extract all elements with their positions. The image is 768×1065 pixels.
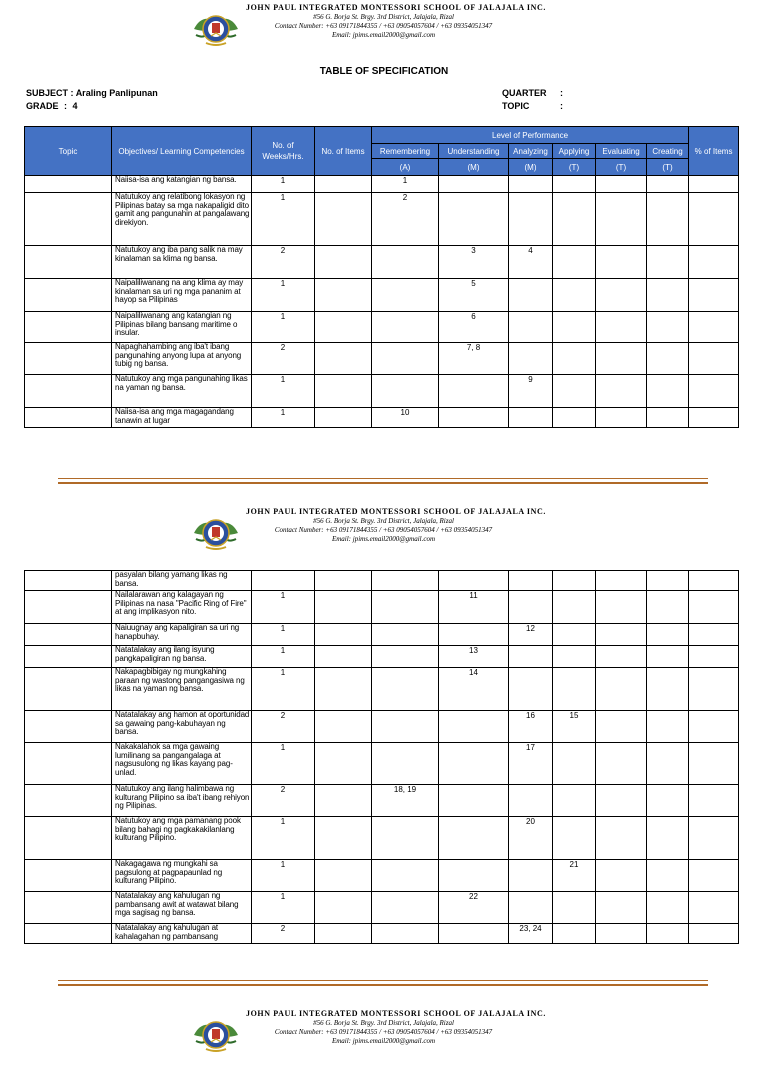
understanding-cell: 3 (439, 246, 509, 279)
percent-cell (689, 817, 739, 860)
percent-cell (689, 711, 739, 743)
percent-cell (689, 193, 739, 246)
weeks-cell: 1 (252, 408, 315, 428)
table-row (25, 924, 739, 944)
analyzing-cell: 23, 24 (509, 924, 553, 944)
evaluating-cell (596, 246, 647, 279)
creating-cell (647, 924, 689, 944)
weeks-cell (252, 571, 315, 591)
subject-label: SUBJECT : (26, 88, 74, 98)
school-seal-icon (192, 1015, 240, 1055)
analyzing-cell (509, 892, 553, 924)
understanding-cell (439, 193, 509, 246)
objective-cell: Natutukoy ang mga pamanang pook bilang bahagi ng pagkakakilanlang kulturang Pilipino. (112, 817, 252, 860)
school-contact: Contact Number: +63 09171844355 / +63 09054057604 / +63 09354051347 (274, 1028, 493, 1036)
objective-cell: Nakakalahok sa mga gawaing lumilinang sa pangangalaga at nagsusulong ng likas kayang pag-unlad. (112, 743, 252, 785)
evaluating-cell (596, 176, 647, 193)
weeks-cell: 1 (252, 743, 315, 785)
topic-cell (25, 860, 112, 892)
analyzing-cell (509, 646, 553, 668)
items-cell (315, 860, 372, 892)
items-cell (315, 668, 372, 711)
objective-cell: Nakagagawa ng mungkahi sa pagsulong at pagpapaunlad ng kulturang Pilipino. (112, 860, 252, 892)
weeks-cell: 1 (252, 591, 315, 624)
school-address: #56 G. Borja St. Brgy. 3rd District, Jalajala, Rizal (313, 517, 454, 525)
evaluating-cell (596, 668, 647, 711)
evaluating-cell (596, 279, 647, 312)
objective-cell: Natutukoy ang iba pang salik na may kinalaman sa klima ng bansa. (112, 246, 252, 279)
understanding-cell: 13 (439, 646, 509, 668)
applying-cell (553, 646, 596, 668)
creating-cell (647, 176, 689, 193)
objective-cell: Natutukoy ang relatibong lokasyon ng Pilipinas batay sa mga nakapaligid dito gamit ang pangunahin at pangalawang direkiyon. (112, 193, 252, 246)
applying-cell: 15 (553, 711, 596, 743)
topic-cell (25, 193, 112, 246)
items-cell (315, 711, 372, 743)
percent-cell (689, 312, 739, 343)
topic-cell (25, 408, 112, 428)
objective-cell: Naipaliliwanang ang katangian ng Pilipinas bilang bansang maritime o insular. (112, 312, 252, 343)
objective-cell: Natatalakay ang hamon at oportunidad sa gawaing pang-kabuhayan ng bansa. (112, 711, 252, 743)
applying-cell (553, 924, 596, 944)
topic-cell (25, 279, 112, 312)
percent-cell (689, 668, 739, 711)
percent-cell (689, 246, 739, 279)
analyzing-cell (509, 193, 553, 246)
creating-cell (647, 193, 689, 246)
school-contact: Contact Number: +63 09171844355 / +63 09054057604 / +63 09354051347 (274, 526, 493, 534)
remembering-cell: 18, 19 (372, 785, 439, 817)
objective-cell: Naiisa-isa ang katangian ng bansa. (112, 176, 252, 193)
topic-cell (25, 743, 112, 785)
weeks-cell: 1 (252, 860, 315, 892)
table-row (25, 860, 739, 892)
creating-cell (647, 279, 689, 312)
weeks-cell: 1 (252, 892, 315, 924)
table-row (25, 624, 739, 646)
remembering-cell: 10 (372, 408, 439, 428)
percent-cell (689, 408, 739, 428)
weeks-cell: 1 (252, 375, 315, 408)
understanding-cell (439, 785, 509, 817)
understanding-cell (439, 408, 509, 428)
applying-cell (553, 375, 596, 408)
percent-cell (689, 343, 739, 375)
grade-label: GRADE (26, 101, 59, 111)
school-name: JOHN PAUL INTEGRATED MONTESSORI SCHOOL OF JALAJALA INC. (246, 1009, 547, 1018)
evaluating-cell (596, 624, 647, 646)
letterhead (0, 507, 768, 563)
school-email: Email: jpims.email2000@gmail.com (331, 1037, 436, 1045)
applying-cell (553, 624, 596, 646)
analyzing-cell (509, 860, 553, 892)
table-row (25, 343, 739, 375)
table-row (25, 646, 739, 668)
evaluating-cell (596, 924, 647, 944)
table-row (25, 312, 739, 343)
topic-cell (25, 375, 112, 408)
topic-cell (25, 892, 112, 924)
evaluating-cell (596, 591, 647, 624)
table-row (25, 892, 739, 924)
items-cell (315, 785, 372, 817)
level-header-analyzing: Analyzing (509, 144, 553, 159)
topic-cell (25, 591, 112, 624)
percent-cell (689, 743, 739, 785)
table-row (25, 743, 739, 785)
items-cell (315, 924, 372, 944)
analyzing-cell: 4 (509, 246, 553, 279)
school-seal-icon (192, 9, 240, 49)
items-cell (315, 246, 372, 279)
creating-cell (647, 571, 689, 591)
subject-value: Araling Panlipunan (75, 88, 158, 98)
school-name: JOHN PAUL INTEGRATED MONTESSORI SCHOOL OF JALAJALA INC. (246, 3, 547, 12)
objective-cell: pasyalan bilang yamang likas ng bansa. (112, 571, 252, 591)
items-cell (315, 312, 372, 343)
analyzing-cell (509, 785, 553, 817)
applying-cell (553, 571, 596, 591)
remembering-cell (372, 312, 439, 343)
items-cell (315, 817, 372, 860)
level-code-applying: (T) (553, 159, 596, 176)
remembering-cell (372, 343, 439, 375)
topic-cell (25, 246, 112, 279)
level-code-understanding: (M) (439, 159, 509, 176)
analyzing-cell (509, 408, 553, 428)
objective-cell: Napaghahambing ang iba't ibang pangunahing anyong lupa at anyong tubig ng bansa. (112, 343, 252, 375)
evaluating-cell (596, 408, 647, 428)
school-seal-icon (192, 513, 240, 553)
level-code-creating: (T) (647, 159, 689, 176)
table-row (25, 668, 739, 711)
objective-cell: Natatalakay ang ilang isyung pangkapaligiran ng bansa. (112, 646, 252, 668)
specification-table (24, 126, 739, 428)
analyzing-cell (509, 591, 553, 624)
creating-cell (647, 312, 689, 343)
percent-cell (689, 279, 739, 312)
remembering-cell (372, 624, 439, 646)
creating-cell (647, 246, 689, 279)
remembering-cell (372, 924, 439, 944)
understanding-cell (439, 176, 509, 193)
remembering-cell: 2 (372, 193, 439, 246)
items-cell (315, 892, 372, 924)
table-row (25, 817, 739, 860)
topic-cell (25, 312, 112, 343)
applying-cell (553, 408, 596, 428)
weeks-cell: 1 (252, 817, 315, 860)
quarter-label: QUARTER (502, 88, 547, 98)
weeks-cell: 1 (252, 193, 315, 246)
school-address: #56 G. Borja St. Brgy. 3rd District, Jalajala, Rizal (313, 13, 454, 21)
evaluating-cell (596, 711, 647, 743)
weeks-cell: 2 (252, 711, 315, 743)
grade-value: 4 (72, 101, 78, 111)
school-name: JOHN PAUL INTEGRATED MONTESSORI SCHOOL OF JALAJALA INC. (246, 507, 547, 516)
column-header-weeks: No. of Weeks/Hrs. (252, 127, 315, 176)
percent-cell (689, 860, 739, 892)
level-header-creating: Creating (647, 144, 689, 159)
applying-cell: 21 (553, 860, 596, 892)
objective-cell: Naiuugnay ang kapaligiran sa uri ng hanapbuhay. (112, 624, 252, 646)
understanding-cell (439, 624, 509, 646)
analyzing-cell: 17 (509, 743, 553, 785)
evaluating-cell (596, 892, 647, 924)
items-cell (315, 591, 372, 624)
applying-cell (553, 743, 596, 785)
page-divider (58, 478, 708, 484)
topic-cell (25, 924, 112, 944)
percent-cell (689, 624, 739, 646)
percent-cell (689, 892, 739, 924)
remembering-cell (372, 743, 439, 785)
understanding-cell (439, 817, 509, 860)
items-cell (315, 408, 372, 428)
evaluating-cell (596, 743, 647, 785)
creating-cell (647, 408, 689, 428)
applying-cell (553, 668, 596, 711)
table-row (25, 375, 739, 408)
creating-cell (647, 668, 689, 711)
table-row (25, 591, 739, 624)
creating-cell (647, 343, 689, 375)
table-row (25, 408, 739, 428)
weeks-cell: 1 (252, 312, 315, 343)
analyzing-cell: 12 (509, 624, 553, 646)
items-cell (315, 743, 372, 785)
level-header-remembering: Remembering (372, 144, 439, 159)
understanding-cell (439, 860, 509, 892)
topic-cell (25, 785, 112, 817)
applying-cell (553, 785, 596, 817)
items-cell (315, 193, 372, 246)
weeks-cell: 1 (252, 668, 315, 711)
column-header-percent: % of Items (689, 127, 739, 176)
level-code-remembering: (A) (372, 159, 439, 176)
analyzing-cell (509, 343, 553, 375)
remembering-cell (372, 817, 439, 860)
weeks-cell: 1 (252, 279, 315, 312)
letterhead (0, 1009, 768, 1065)
column-header-objectives: Objectives/ Learning Competencies (112, 127, 252, 176)
table-row (25, 711, 739, 743)
subject-grade-info: SUBJECT : Araling Panlipunan GRADE : 4 (26, 88, 158, 111)
objective-cell: Nailalarawan ang kalagayan ng Pilipinas na nasa "Pacific Ring of Fire" at ang implikasyon nito. (112, 591, 252, 624)
objective-cell: Natatalakay ang kahulugan at kahalagahan ng pambansang (112, 924, 252, 944)
remembering-cell (372, 591, 439, 624)
analyzing-cell: 16 (509, 711, 553, 743)
remembering-cell (372, 246, 439, 279)
weeks-cell: 2 (252, 785, 315, 817)
school-email: Email: jpims.email2000@gmail.com (331, 31, 436, 39)
level-code-analyzing: (M) (509, 159, 553, 176)
school-contact: Contact Number: +63 09171844355 / +63 09054057604 / +63 09354051347 (274, 22, 493, 30)
percent-cell (689, 591, 739, 624)
understanding-cell: 14 (439, 668, 509, 711)
evaluating-cell (596, 646, 647, 668)
evaluating-cell (596, 312, 647, 343)
column-header-topic: Topic (25, 127, 112, 176)
analyzing-cell (509, 312, 553, 343)
understanding-cell: 5 (439, 279, 509, 312)
items-cell (315, 375, 372, 408)
evaluating-cell (596, 193, 647, 246)
creating-cell (647, 375, 689, 408)
evaluating-cell (596, 343, 647, 375)
table-row (25, 279, 739, 312)
weeks-cell: 2 (252, 924, 315, 944)
specification-table-continued (24, 570, 739, 944)
percent-cell (689, 646, 739, 668)
topic-cell (25, 571, 112, 591)
letterhead (0, 3, 768, 59)
analyzing-cell: 9 (509, 375, 553, 408)
objective-cell: Naipaliliwanang na ang klima ay may kinalaman sa uri ng mga pananim at hayop sa Pilipinas (112, 279, 252, 312)
remembering-cell (372, 375, 439, 408)
level-header-understanding: Understanding (439, 144, 509, 159)
applying-cell (553, 279, 596, 312)
weeks-cell: 1 (252, 646, 315, 668)
topic-cell (25, 176, 112, 193)
applying-cell (553, 312, 596, 343)
table-row (25, 176, 739, 193)
topic-cell (25, 646, 112, 668)
table-row (25, 785, 739, 817)
table-row (25, 193, 739, 246)
understanding-cell (439, 924, 509, 944)
remembering-cell (372, 279, 439, 312)
school-address: #56 G. Borja St. Brgy. 3rd District, Jalajala, Rizal (313, 1019, 454, 1027)
objective-cell: Natutukoy ang ilang halimbawa ng kulturang Pilipino sa iba't ibang rehiyon ng Pilipinas. (112, 785, 252, 817)
items-cell (315, 571, 372, 591)
evaluating-cell (596, 571, 647, 591)
items-cell (315, 343, 372, 375)
creating-cell (647, 892, 689, 924)
percent-cell (689, 571, 739, 591)
remembering-cell (372, 668, 439, 711)
document-title: TABLE OF SPECIFICATION (319, 66, 449, 77)
items-cell (315, 624, 372, 646)
remembering-cell (372, 892, 439, 924)
creating-cell (647, 860, 689, 892)
applying-cell (553, 176, 596, 193)
objective-cell: Natatalakay ang kahulugan ng pambansang awit at watawat bilang mga sagisag ng bansa. (112, 892, 252, 924)
understanding-cell (439, 711, 509, 743)
understanding-cell (439, 571, 509, 591)
creating-cell (647, 624, 689, 646)
creating-cell (647, 591, 689, 624)
remembering-cell (372, 571, 439, 591)
applying-cell (553, 817, 596, 860)
objective-cell: Natutukoy ang mga pangunahing likas na yaman ng bansa. (112, 375, 252, 408)
analyzing-cell (509, 176, 553, 193)
analyzing-cell (509, 571, 553, 591)
remembering-cell (372, 711, 439, 743)
items-cell (315, 279, 372, 312)
items-cell (315, 646, 372, 668)
weeks-cell: 1 (252, 176, 315, 193)
school-email: Email: jpims.email2000@gmail.com (331, 535, 436, 543)
level-header-evaluating: Evaluating (596, 144, 647, 159)
quarter-topic-info: QUARTER : TOPIC : (502, 88, 563, 111)
understanding-cell: 11 (439, 591, 509, 624)
topic-label: TOPIC (502, 101, 530, 111)
percent-cell (689, 785, 739, 817)
understanding-cell: 6 (439, 312, 509, 343)
percent-cell (689, 924, 739, 944)
analyzing-cell: 20 (509, 817, 553, 860)
remembering-cell (372, 860, 439, 892)
applying-cell (553, 193, 596, 246)
applying-cell (553, 343, 596, 375)
creating-cell (647, 646, 689, 668)
applying-cell (553, 591, 596, 624)
topic-cell (25, 817, 112, 860)
analyzing-cell (509, 279, 553, 312)
evaluating-cell (596, 860, 647, 892)
analyzing-cell (509, 668, 553, 711)
creating-cell (647, 785, 689, 817)
level-code-evaluating: (T) (596, 159, 647, 176)
topic-cell (25, 624, 112, 646)
remembering-cell (372, 646, 439, 668)
column-header-items: No. of Items (315, 127, 372, 176)
creating-cell (647, 743, 689, 785)
weeks-cell: 2 (252, 343, 315, 375)
understanding-cell: 22 (439, 892, 509, 924)
topic-cell (25, 668, 112, 711)
weeks-cell: 1 (252, 624, 315, 646)
topic-cell (25, 343, 112, 375)
topic-cell (25, 711, 112, 743)
weeks-cell: 2 (252, 246, 315, 279)
evaluating-cell (596, 817, 647, 860)
evaluating-cell (596, 785, 647, 817)
items-cell (315, 176, 372, 193)
page-divider (58, 980, 708, 986)
objective-cell: Nakapagbibigay ng mungkahing paraan ng wastong pangangasiwa ng likas na yaman ng bansa. (112, 668, 252, 711)
remembering-cell: 1 (372, 176, 439, 193)
percent-cell (689, 176, 739, 193)
applying-cell (553, 892, 596, 924)
table-row (25, 571, 739, 591)
level-header-applying: Applying (553, 144, 596, 159)
column-header-level-of-performance: Level of Performance (372, 127, 689, 144)
evaluating-cell (596, 375, 647, 408)
creating-cell (647, 817, 689, 860)
understanding-cell: 7, 8 (439, 343, 509, 375)
percent-cell (689, 375, 739, 408)
table-row (25, 246, 739, 279)
objective-cell: Naiisa-isa ang mga magagandang tanawin at lugar (112, 408, 252, 428)
creating-cell (647, 711, 689, 743)
applying-cell (553, 246, 596, 279)
understanding-cell (439, 375, 509, 408)
understanding-cell (439, 743, 509, 785)
